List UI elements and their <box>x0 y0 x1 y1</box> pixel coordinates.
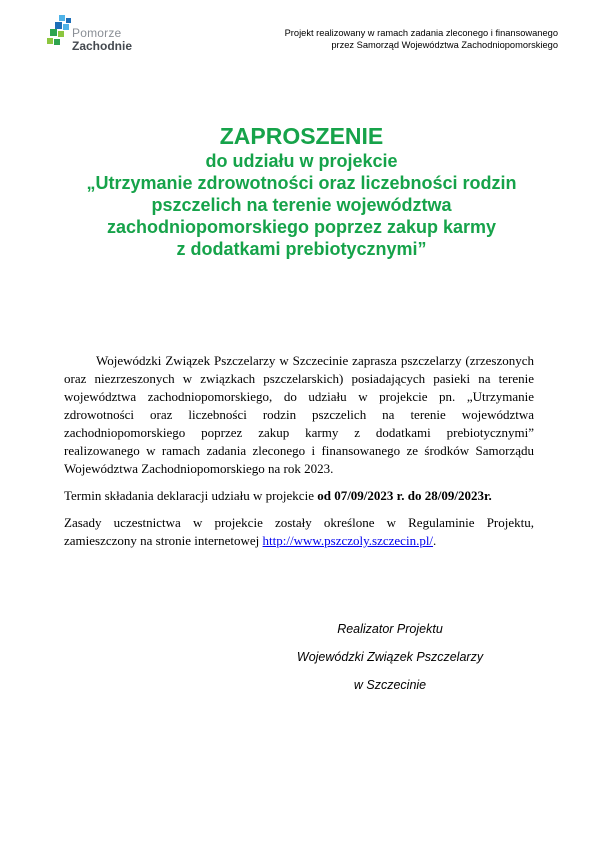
deadline-paragraph <box>64 487 534 505</box>
rules-website-link[interactable]: http://www.pszczoly.szczecin.pl/ <box>262 533 434 548</box>
page-header <box>0 0 603 60</box>
rules-suffix: . <box>433 533 437 548</box>
deadline-dates: od 07/09/2023 r. do 28/09/2023r. <box>317 488 492 503</box>
project-name-line: pszczelich na terenie województwa <box>151 195 452 215</box>
project-name-line: „Utrzymanie zdrowotności oraz liczebności rodzin <box>86 173 517 193</box>
funding-note-line: przez Samorząd Województwa Zachodniopomorskiego <box>331 40 558 50</box>
deadline-prefix: Termin składania deklaracji udziału w projekcie <box>64 488 318 503</box>
project-funding-note <box>228 27 558 51</box>
funding-note-line: Projekt realizowany w ramach zadania zleconego i finansowanego <box>284 28 558 38</box>
logo-text-zachodnie: Zachodnie <box>72 39 133 53</box>
signature-line: w Szczecinie <box>353 678 427 692</box>
logo-text-pomorze: Pomorze <box>72 26 122 40</box>
logo-mark-icon <box>45 14 75 52</box>
invitation-title-block <box>20 122 583 260</box>
project-name-line: z dodatkami prebiotycznymi” <box>176 239 427 259</box>
signature-block <box>250 615 530 699</box>
signature-line: Wojewódzki Związek Pszczelarzy <box>296 650 484 664</box>
rules-text: Zasady uczestnictwa w projekcie zostały określone w Regulaminie Projektu, zamieszczony na stronie internetowej <box>64 515 534 548</box>
invitation-body <box>64 352 534 559</box>
invitation-subheading: do udziału w projekcie <box>205 151 398 171</box>
pomorze-zachodnie-logo <box>45 14 155 54</box>
rules-paragraph <box>64 514 534 550</box>
invitation-heading: ZAPROSZENIE <box>219 123 384 149</box>
invitation-paragraph: Wojewódzki Związek Pszczelarzy w Szczecinie zaprasza pszczelarzy (zrzeszonych oraz niezrzeszonych w związkach pszczelarskich) posiadających pasieki na terenie województwa zachodniopomorskiego, do udziału w projekcie pn. „Utrzymanie zdrowotności oraz liczebności rodzin pszczelich na terenie województwa zachodniopomorskiego poprzez zakup karmy z dodatkami prebiotycznymi” realizowanego w ramach zadania zleconego i finansowanego ze środków Samorządu Województwa Zachodniopomorskiego na rok 2023. <box>64 353 534 476</box>
project-name-line: zachodniopomorskiego poprzez zakup karmy <box>106 217 497 237</box>
signature-line: Realizator Projektu <box>337 622 443 636</box>
